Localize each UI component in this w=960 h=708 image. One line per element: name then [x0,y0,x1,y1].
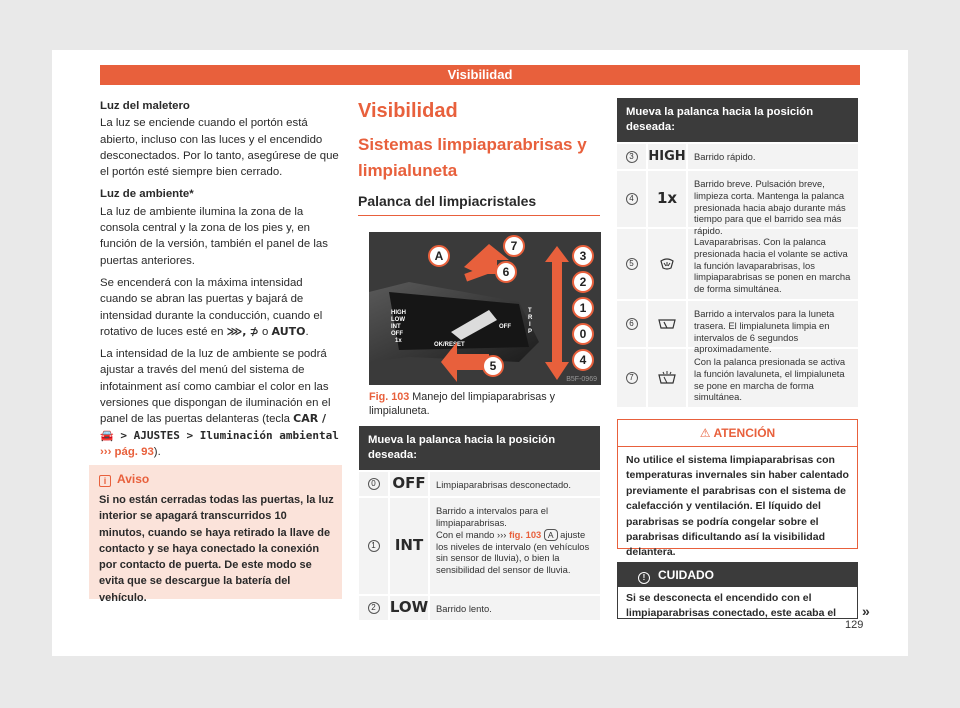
text: Barrido a intervalos para el limpiaparabrisas. [436,505,549,528]
callout-1: 1 [579,301,587,315]
rear-washer-icon-svg [658,371,676,385]
text: Con el mando ››› [436,528,509,540]
row-number: 6 [626,318,638,330]
section-title: Visibilidad [358,100,458,122]
washer-icon-svg [659,257,675,271]
aviso-box [89,465,342,604]
text: Se encenderá con la máxima intensidad cuando se abran las puertas y bajará de intensidad durante la conducción, cuando el rotativo de luces esté en [100,276,323,338]
text: o [258,325,272,338]
caution-icon: ! [638,572,650,584]
positions-table-2 [617,98,858,407]
car-key: CAR / [293,412,327,426]
paragraph-maletero: La luz se enciende cuando el portón está abierto, incluso con las luces y el encendido desconectados. Por lo tanto, asegúrese de que el portón esté siempre bien cerrado. [100,117,339,179]
callout-7: 7 [510,239,518,253]
row-text: Con la palanca presionada se activa la función lavaluneta, el limpialuneta se pone en marcha de forma simultánea. [686,349,858,407]
trip-letter: P [528,329,533,335]
row-number: 3 [626,151,638,163]
row-number-cell [617,171,646,227]
callout-2: 2 [579,275,587,289]
figure-code: B5F-0969 [566,376,597,383]
row-number-cell [617,229,646,299]
positions-table-1 [359,426,600,620]
callout-3: 3 [579,249,587,263]
warning-icon: ⚠ [699,426,711,440]
figure-caption [369,390,601,418]
chapter-header: Visibilidad [100,65,860,85]
row-text: Barrido lento. [428,596,600,620]
table-row [617,227,858,299]
row-number-cell [617,349,646,407]
row-text: Barrido breve. Pulsación breve, limpieza corta. Mantenga la palanca presionada hacia abajo durante más tiempo para que el barrido sea más rápido. [686,171,858,227]
position-light-icon: ⋙, [226,324,247,338]
cuidado-box [617,562,858,619]
atencion-title: ATENCIÓN [713,426,776,440]
callout-4: 4 [579,353,587,367]
trip-letter: I [529,322,531,328]
row-text: Barrido a intervalos para la luneta trasera. El limpialuneta limpia en intervalos de 6 segundos aproximadamente. [686,301,858,347]
text: ). [153,445,161,458]
figure-caption-text: Manejo del limpiaparabrisas y limpialuneta. [369,391,556,417]
callout-a: A [434,249,444,263]
callout-5: 5 [489,359,497,373]
row-number-cell [359,596,388,620]
heading-luz-maletero: Luz del maletero [100,100,190,112]
trip-letter: R [528,315,533,321]
washer-icon [646,229,686,299]
page-reference[interactable]: ››› pág. 93 [100,445,154,458]
table-header: Mueva la palanca hacia la posición deseada: [359,426,600,470]
aviso-title: Aviso [117,472,150,486]
table-row [617,299,858,355]
wiper-lever-figure [369,232,601,385]
rear-washer-icon [646,349,686,407]
text: ajuste los niveles de intervalo (en vehículos sin sensor de lluvia), o bien la sensibilidad del sensor de lluvia. [436,528,590,576]
cuidado-header [618,563,857,587]
section-subtitle: Sistemas limpiaparabrisas y limpialuneta [358,135,587,180]
heading-luz-ambiente: Luz de ambiente* [100,188,194,201]
row-number: 4 [626,193,638,205]
car-icon: 🚘 [100,428,114,442]
callout-6: 6 [502,265,510,279]
row-number: 1 [368,540,380,552]
row-number-cell [359,472,388,496]
table-row [359,496,600,594]
text: La intensidad de la luz de ambiente se podrá ajustar a través del menú del sistema de infotainment así como cambiar el color en las versiones que dispongan de iluminación en el panel de las puertas delanteras (tecla [100,348,331,426]
row-number: 5 [626,258,638,270]
lever-label-1x: 1x [395,338,402,344]
symbol-int: INT [388,498,428,594]
atencion-header [618,420,857,447]
subsection-title: Palanca del limpiacristales [358,193,600,216]
table-row [359,594,600,620]
row-number-cell [617,144,646,169]
row-number: 0 [368,478,380,490]
rear-wiper-icon [646,301,686,347]
paragraph-ambiente-3 [100,346,342,460]
row-number-cell [359,498,388,594]
page-number: 129 [845,619,864,631]
table-header: Mueva la palanca hacia la posición deseada: [617,98,858,142]
row-text [428,498,600,594]
paragraph-ambiente-1: La luz de ambiente ilumina la zona de la consola central y la zona de los pies y, en función de la versión, también el panel de las puertas anteriores. [100,205,328,267]
auto-symbol: AUTO [271,324,306,338]
symbol-off: OFF [388,472,428,496]
cuidado-title: CUIDADO [658,568,714,582]
text: . [305,325,309,338]
aviso-header [99,472,149,487]
low-beam-icon: ⊅ [249,324,259,338]
column-middle [358,98,600,216]
symbol-high: HIGH [646,144,686,169]
figure-label: Fig. 103 [369,391,410,403]
column-left [100,98,342,460]
figure-reference[interactable]: fig. 103 [508,528,542,540]
lever-label-low: LOW [391,317,405,323]
rear-wiper-icon-svg [658,318,676,330]
row-text: Barrido rápido. [686,144,858,169]
lever-label-off: OFF [391,331,403,337]
callout-ref: A [544,529,558,541]
wiper-lever-illustration [369,232,601,385]
row-text: Lavaparabrisas. Con la palanca presionada hacia el volante se activa la función lavaparabrisas, los limpiaparabrisas se ponen en marcha de forma simultánea. [686,229,858,299]
aviso-text: Si no están cerradas todas las puertas, la luz interior se apagará transcurridos 10 minutos, cuando se haya retirado la llave de contacto y se haya conectado la conexión por contacto de puerta. De este modo se evita que se descargue la batería del vehículo. [99,494,334,604]
menu-path: > AJUSTES > Iluminación ambiental [113,428,339,442]
atencion-box [617,419,858,559]
continues-marker: » [862,603,870,619]
reset-label: OK/RESET [434,342,465,348]
table-row [359,470,600,496]
trip-letter: T [528,308,532,314]
paragraph-ambiente-2 [100,275,342,340]
table-row [617,169,858,237]
info-icon: i [99,475,111,487]
row-number-cell [617,301,646,347]
lever-label-int: INT [391,324,401,330]
cuidado-text: Si se desconecta el encendido con el limpiaparabrisas conectado, este acaba el [626,592,837,619]
table-row [617,347,858,407]
rear-off-label: OFF [499,324,511,330]
callout-0: 0 [579,327,587,341]
symbol-1x: 1x [646,171,686,227]
atencion-text: No utilice el sistema limpiaparabrisas con temperaturas invernales sin haber calentado previamente el parabrisas con el sistema de calefacción y ventilación. El líquido del parabrisas se podría congelar sobre el parabrisas dificultando así la visibilidad delantera. [626,454,849,559]
row-number: 7 [626,372,638,384]
row-text: Limpiaparabrisas desconectado. [428,472,600,496]
table-row [617,142,858,169]
row-number: 2 [368,602,380,614]
lever-label-high: HIGH [391,310,406,316]
symbol-low: LOW [388,596,428,620]
